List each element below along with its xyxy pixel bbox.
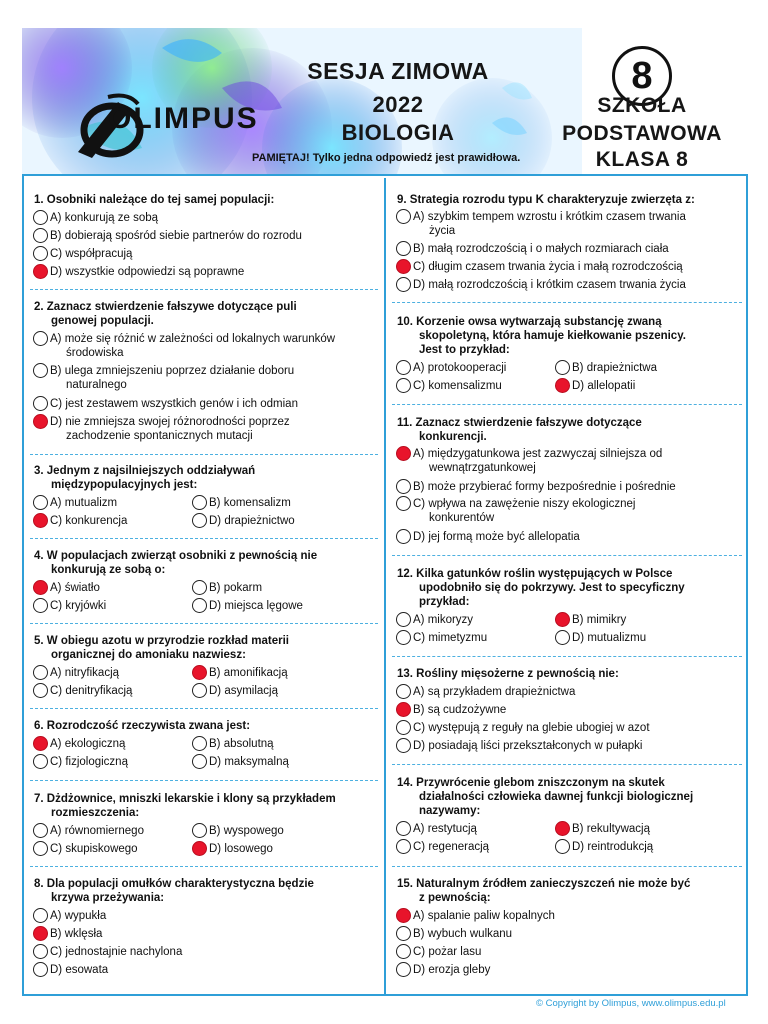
answer-bubble[interactable] — [33, 823, 48, 838]
option-label-cont: zachodzenie spontanicznych mutacji — [66, 430, 253, 442]
option-1c[interactable] — [33, 247, 378, 261]
option-label: A) spalanie paliw kopalnych — [413, 910, 555, 922]
option-label: A) protokooperacji — [413, 362, 507, 374]
answer-bubble[interactable] — [396, 241, 411, 256]
school-line1: SZKOŁA — [597, 94, 687, 117]
answer-bubble[interactable] — [396, 684, 411, 699]
answer-bubble[interactable] — [396, 944, 411, 959]
answer-bubble[interactable] — [396, 612, 411, 627]
answer-bubble[interactable] — [396, 529, 411, 544]
option-label: A) restytucją — [413, 823, 477, 835]
answer-bubble[interactable] — [33, 908, 48, 923]
option-10d[interactable] — [555, 379, 740, 393]
option-9a[interactable] — [396, 210, 741, 238]
option-label: B) rekultywacją — [572, 823, 650, 835]
question-text: 13. Rośliny mięsożerne z pewnością nie: — [397, 668, 619, 680]
option-label: D) esowata — [50, 964, 109, 976]
year-title: 2022 — [372, 92, 424, 117]
question-text-line1: 8. Dla populacji omułków charakterystyczna będzie — [34, 878, 314, 890]
option-14c[interactable] — [396, 840, 556, 854]
logo-text: OLIMPUS — [108, 102, 259, 135]
answer-bubble-filled[interactable] — [555, 821, 570, 836]
question-text-line3: Jest to przykład: — [419, 344, 510, 356]
answer-bubble[interactable] — [33, 228, 48, 243]
option-label: B) ulega zmniejszeniu poprzez działanie doboru — [50, 365, 295, 377]
option-label: D) wszystkie odpowiedzi są poprawne — [50, 266, 245, 278]
answer-bubble[interactable] — [192, 823, 207, 838]
option-3a[interactable] — [33, 496, 193, 510]
option-label: C) pożar lasu — [413, 946, 482, 958]
question-6 — [34, 719, 379, 733]
question-text-line2: międzypopulacyjnych jest: — [51, 479, 198, 491]
question-text-line1: 11. Zaznacz stwierdzenie fałszywe dotyczące — [397, 417, 642, 429]
option-label: A) światło — [50, 582, 100, 594]
option-label: B) są cudzożywne — [413, 704, 507, 716]
question-text-line1: 7. Dżdżownice, mniszki lekarskie i klony są przykładem — [34, 793, 336, 805]
option-label: C) regeneracją — [413, 841, 490, 853]
option-10c[interactable] — [396, 379, 556, 393]
answer-bubble-filled[interactable] — [33, 926, 48, 941]
question-separator — [392, 866, 742, 867]
answer-bubble-filled[interactable] — [396, 908, 411, 923]
option-label: B) pokarm — [209, 582, 263, 594]
option-label: C) komensalizmu — [413, 380, 502, 392]
answer-bubble[interactable] — [33, 665, 48, 680]
question-text-line3: przykład: — [419, 596, 470, 608]
option-label: C) współpracują — [50, 248, 133, 260]
option-label: D) reintrodukcją — [572, 841, 654, 853]
question-5 — [34, 634, 379, 662]
answer-bubble[interactable] — [33, 841, 48, 856]
option-6b[interactable] — [192, 737, 372, 751]
option-11b[interactable] — [396, 480, 741, 494]
option-label: A) są przykładem drapieżnictwa — [413, 686, 576, 698]
option-label: C) skupiskowego — [50, 843, 138, 855]
option-label: A) mikoryzy — [413, 614, 474, 626]
option-3d[interactable] — [192, 514, 372, 528]
answer-bubble[interactable] — [192, 495, 207, 510]
answer-bubble[interactable] — [33, 210, 48, 225]
option-label: A) ekologiczną — [50, 738, 126, 750]
answer-bubble[interactable] — [192, 513, 207, 528]
option-13b[interactable] — [396, 703, 741, 717]
question-separator — [30, 623, 378, 624]
option-10a[interactable] — [396, 361, 556, 375]
answer-bubble-filled[interactable] — [33, 513, 48, 528]
question-4 — [34, 549, 379, 577]
answer-bubble-filled[interactable] — [192, 665, 207, 680]
question-text: 6. Rozrodczość rzeczywista zwana jest: — [34, 720, 251, 732]
option-label: B) może przybierać formy bezpośrednie i pośrednie — [413, 481, 676, 493]
question-separator — [392, 404, 742, 405]
answer-bubble[interactable] — [33, 331, 48, 346]
option-8d[interactable] — [33, 963, 378, 977]
option-15d[interactable] — [396, 963, 741, 977]
option-2c[interactable] — [33, 397, 378, 411]
question-3 — [34, 464, 379, 492]
answer-bubble[interactable] — [396, 360, 411, 375]
option-7a[interactable] — [33, 824, 193, 838]
school-line2: PODSTAWOWA — [562, 122, 722, 145]
question-1 — [34, 193, 379, 207]
question-text-line2: konkurencji. — [419, 431, 487, 443]
option-8a[interactable] — [33, 909, 378, 923]
question-text-line2: z pewnością: — [419, 892, 491, 904]
option-8b[interactable] — [33, 927, 378, 941]
option-14b[interactable] — [555, 822, 740, 836]
option-15a[interactable] — [396, 909, 741, 923]
option-9d[interactable] — [396, 278, 741, 292]
option-label: C) fizjologiczną — [50, 756, 128, 768]
answer-bubble[interactable] — [33, 962, 48, 977]
option-14a[interactable] — [396, 822, 556, 836]
option-7d[interactable] — [192, 842, 372, 856]
answer-bubble-filled[interactable] — [33, 736, 48, 751]
option-label: C) denitryfikacją — [50, 685, 133, 697]
answer-bubble[interactable] — [33, 598, 48, 613]
option-label: D) erozja gleby — [413, 964, 491, 976]
answer-bubble[interactable] — [396, 277, 411, 292]
option-3c[interactable] — [33, 514, 193, 528]
option-6c[interactable] — [33, 755, 193, 769]
answer-bubble[interactable] — [33, 396, 48, 411]
question-text-line1: 15. Naturalnym źródłem zanieczyszczeń nie może być — [397, 878, 691, 890]
option-1b[interactable] — [33, 229, 378, 243]
option-label: D) drapieżnictwo — [209, 515, 295, 527]
option-4a[interactable] — [33, 581, 193, 595]
option-7b[interactable] — [192, 824, 372, 838]
question-13 — [397, 667, 742, 681]
option-label: B) wklęsła — [50, 928, 103, 940]
answer-bubble-filled[interactable] — [555, 612, 570, 627]
option-12a[interactable] — [396, 613, 556, 627]
answer-bubble[interactable] — [192, 683, 207, 698]
question-separator — [392, 555, 742, 556]
question-text-line1: 5. W obiegu azotu w przyrodzie rozkład materii — [34, 635, 289, 647]
option-9b[interactable] — [396, 242, 741, 256]
question-15 — [397, 877, 742, 905]
option-2b[interactable] — [33, 364, 378, 392]
notice-text: PAMIĘTAJ! Tylko jedna odpowiedź jest prawidłowa. — [252, 152, 521, 164]
subject-title: BIOLOGIA — [341, 120, 455, 145]
question-text-line2: rozmieszczenia: — [51, 807, 140, 819]
option-label: D) mutualizmu — [572, 632, 647, 644]
session-title: SESJA ZIMOWA — [307, 58, 489, 84]
option-15b[interactable] — [396, 927, 741, 941]
answer-bubble-filled[interactable] — [396, 259, 411, 274]
option-label: B) komensalizm — [209, 497, 291, 509]
answer-bubble[interactable] — [33, 495, 48, 510]
question-text-line1: 10. Korzenie owsa wytwarzają substancję zwaną — [397, 316, 662, 328]
question-text-line2: upodobniło się do pokrzywy. Jest to specyficzny — [419, 582, 685, 594]
question-9 — [397, 193, 742, 207]
answer-bubble-filled[interactable] — [192, 841, 207, 856]
answer-bubble[interactable] — [555, 839, 570, 854]
option-label: D) maksymalną — [209, 756, 289, 768]
question-text: 9. Strategia rozrodu typu K charakteryzuje zwierzęta z: — [397, 194, 695, 206]
option-13c[interactable] — [396, 721, 741, 735]
option-2d[interactable] — [33, 415, 378, 443]
answer-bubble[interactable] — [396, 496, 411, 511]
answer-bubble[interactable] — [33, 944, 48, 959]
answer-bubble-filled[interactable] — [33, 264, 48, 279]
option-label: D) asymilacją — [209, 685, 279, 697]
column-divider — [384, 178, 386, 996]
option-label-cont: środowiska — [66, 347, 124, 359]
option-label: C) mimetyzmu — [413, 632, 488, 644]
option-label: B) dobierają spośród siebie partnerów do rozrodu — [50, 230, 302, 242]
question-text-line2: organicznej do amoniaku nazwiesz: — [51, 649, 246, 661]
answer-bubble[interactable] — [192, 580, 207, 595]
option-label: C) jednostajnie nachylona — [50, 946, 183, 958]
question-text: 1. Osobniki należące do tej samej populacji: — [34, 194, 275, 206]
answer-bubble-filled[interactable] — [396, 702, 411, 717]
copyright-footer[interactable]: © Copyright by Olimpus, www.olimpus.edu.pl — [536, 998, 726, 1009]
answer-bubble[interactable] — [33, 363, 48, 378]
option-11d[interactable] — [396, 530, 741, 544]
option-label-cont: wewnątrzgatunkowej — [429, 462, 536, 474]
answer-bubble[interactable] — [33, 754, 48, 769]
option-label: B) absolutną — [209, 738, 274, 750]
option-12c[interactable] — [396, 631, 556, 645]
option-label: B) wybuch wulkanu — [413, 928, 513, 940]
header-banner — [22, 28, 748, 176]
question-text-line2: skopoletyną, która hamuje kiełkowanie pszenicy. — [419, 330, 686, 342]
question-7 — [34, 792, 379, 820]
answer-bubble[interactable] — [33, 683, 48, 698]
option-label: D) małą rozrodczością i krótkim czasem trwania życia — [413, 279, 686, 291]
option-label: D) nie zmniejsza swojej różnorodności poprzez — [50, 416, 290, 428]
question-14 — [397, 776, 742, 818]
question-separator — [30, 780, 378, 781]
question-text-line3: nazywamy: — [419, 805, 481, 817]
option-2a[interactable] — [33, 332, 378, 360]
option-1d[interactable] — [33, 265, 378, 279]
question-separator — [392, 302, 742, 303]
question-separator — [30, 538, 378, 539]
option-label: C) kryjówki — [50, 600, 107, 612]
option-label: A) konkurują ze sobą — [50, 212, 159, 224]
question-text-line1: 14. Przywrócenie glebom zniszczonym na skutek — [397, 777, 665, 789]
answer-bubble-filled[interactable] — [33, 414, 48, 429]
option-4b[interactable] — [192, 581, 372, 595]
option-label: B) małą rozrodczością i o małych rozmiarach ciała — [413, 243, 669, 255]
question-11 — [397, 416, 742, 444]
question-12 — [397, 567, 742, 609]
option-label: A) może się różnić w zależności od lokalnych warunków — [50, 333, 336, 345]
option-label-cont: życia — [429, 225, 456, 237]
question-text-line2: działalności człowieka dawnej funkcji biologicznej — [419, 791, 694, 803]
question-text-line2: krzywa przeżywania: — [51, 892, 165, 904]
answer-bubble[interactable] — [396, 962, 411, 977]
option-label: A) nitryfikacją — [50, 667, 120, 679]
option-label: A) wypukła — [50, 910, 107, 922]
option-12d[interactable] — [555, 631, 740, 645]
question-text-line2: genowej populacji. — [51, 315, 154, 327]
option-label: B) amonifikacją — [209, 667, 288, 679]
option-5a[interactable] — [33, 666, 193, 680]
answer-bubble[interactable] — [555, 630, 570, 645]
option-label: D) jej formą może być allelopatia — [413, 531, 580, 543]
option-label: D) allelopatii — [572, 380, 636, 392]
option-8c[interactable] — [33, 945, 378, 959]
question-10 — [397, 315, 742, 357]
option-6a[interactable] — [33, 737, 193, 751]
answer-bubble[interactable] — [192, 754, 207, 769]
option-label: D) posiadają liści przekształconych w pułapki — [413, 740, 643, 752]
answer-bubble[interactable] — [555, 360, 570, 375]
option-4c[interactable] — [33, 599, 193, 613]
option-13d[interactable] — [396, 739, 741, 753]
option-14d[interactable] — [555, 840, 740, 854]
question-text-line1: 12. Kilka gatunków roślin występujących w Polsce — [397, 568, 673, 580]
question-separator — [30, 866, 378, 867]
option-label: D) miejsca lęgowe — [209, 600, 303, 612]
answer-bubble[interactable] — [396, 479, 411, 494]
option-label: C) konkurencja — [50, 515, 128, 527]
option-4d[interactable] — [192, 599, 372, 613]
answer-bubble[interactable] — [192, 736, 207, 751]
option-5c[interactable] — [33, 684, 193, 698]
option-15c[interactable] — [396, 945, 741, 959]
question-text-line1: 3. Jednym z najsilniejszych oddziaływań — [34, 465, 256, 477]
option-7c[interactable] — [33, 842, 193, 856]
question-text-line2: konkurują ze sobą o: — [51, 564, 166, 576]
question-8 — [34, 877, 379, 905]
option-11c[interactable] — [396, 497, 741, 525]
option-label: C) długim czasem trwania życia i małą rozrodczością — [413, 261, 683, 273]
school-line3: KLASA 8 — [595, 148, 689, 171]
option-label: B) drapieżnictwa — [572, 362, 658, 374]
option-label-cont: konkurentów — [429, 512, 495, 524]
option-5b[interactable] — [192, 666, 372, 680]
option-label: A) mutualizm — [50, 497, 118, 509]
option-label: A) międzygatunkowa jest zazwyczaj silniejsza od — [413, 448, 663, 460]
option-label: B) wyspowego — [209, 825, 284, 837]
option-6d[interactable] — [192, 755, 372, 769]
answer-bubble[interactable] — [396, 720, 411, 735]
option-label: A) szybkim tempem wzrostu i krótkim czasem trwania — [413, 211, 686, 223]
answer-bubble-filled[interactable] — [555, 378, 570, 393]
class-number-badge: 8 — [612, 46, 672, 106]
answer-bubble[interactable] — [396, 839, 411, 854]
option-13a[interactable] — [396, 685, 741, 699]
answer-bubble[interactable] — [396, 738, 411, 753]
question-text-line1: 2. Zaznacz stwierdzenie fałszywe dotyczące puli — [34, 301, 297, 313]
option-10b[interactable] — [555, 361, 740, 375]
option-label: C) występują z reguły na glebie ubogiej w azot — [413, 722, 650, 734]
option-1a[interactable] — [33, 211, 378, 225]
option-label: A) równomiernego — [50, 825, 144, 837]
answer-bubble[interactable] — [396, 378, 411, 393]
question-separator — [30, 708, 378, 709]
option-label: B) mimikry — [572, 614, 627, 626]
option-label-cont: naturalnego — [66, 379, 127, 391]
answer-bubble-filled[interactable] — [396, 446, 411, 461]
option-label: C) wpływa na zawężenie niszy ekologicznej — [413, 498, 636, 510]
question-separator — [392, 656, 742, 657]
answer-bubble-filled[interactable] — [33, 580, 48, 595]
answer-bubble[interactable] — [396, 926, 411, 941]
option-label: C) jest zestawem wszystkich genów i ich odmian — [50, 398, 298, 410]
question-text-line1: 4. W populacjach zwierząt osobniki z pewnością nie — [34, 550, 318, 562]
option-label: D) losowego — [209, 843, 273, 855]
option-9c[interactable] — [396, 260, 741, 274]
answer-bubble[interactable] — [396, 209, 411, 224]
question-separator — [392, 764, 742, 765]
question-2 — [34, 300, 379, 328]
option-5d[interactable] — [192, 684, 372, 698]
question-separator — [30, 289, 378, 290]
option-3b[interactable] — [192, 496, 372, 510]
option-11a[interactable] — [396, 447, 741, 475]
answer-bubble[interactable] — [396, 630, 411, 645]
question-separator — [30, 454, 378, 455]
answer-bubble[interactable] — [192, 598, 207, 613]
answer-bubble[interactable] — [396, 821, 411, 836]
option-12b[interactable] — [555, 613, 740, 627]
answer-bubble[interactable] — [33, 246, 48, 261]
